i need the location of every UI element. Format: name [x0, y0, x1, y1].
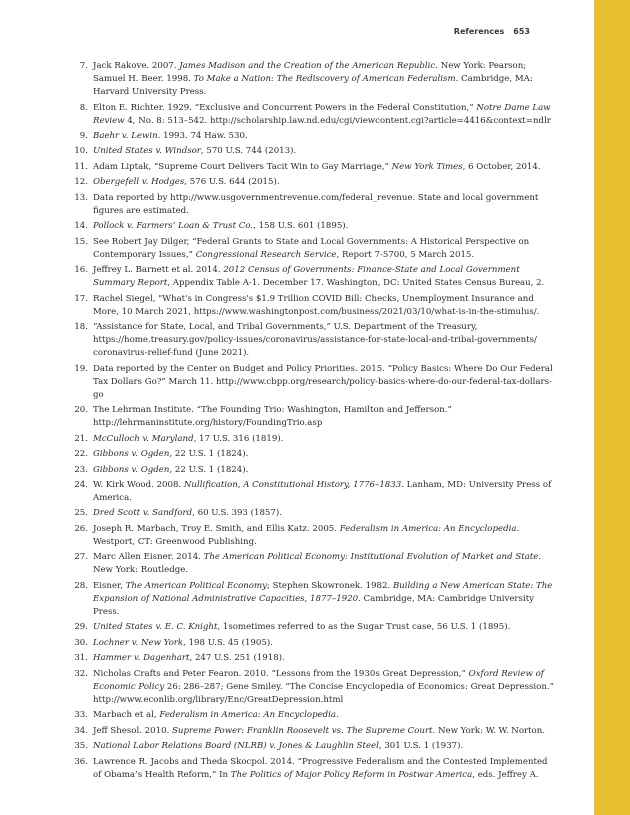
endnote-number: 35. — [74, 741, 88, 752]
endnote-number: 7. — [79, 61, 88, 71]
endnote-item — [68, 507, 558, 520]
italic-title: National Labor Relations Board (NLRB) v. Jones & Laughlin Steel — [93, 741, 379, 752]
endnote-number: 19. — [74, 363, 88, 374]
endnote-text — [93, 193, 538, 216]
citation-text: , 570 U.S. 744 (2013). — [200, 146, 297, 157]
italic-title: The American Political Economy: Institutional Evolution of Market and State — [203, 552, 539, 563]
citation-text: , Report 7-5700, 5 March 2015. — [336, 249, 475, 260]
endnote-item — [68, 551, 558, 577]
citation-text: W. Kirk Wood. 2008. — [93, 480, 184, 490]
endnote-number: 15. — [74, 236, 88, 247]
italic-title: To Make a Nation: The Rediscovery of American Federalism — [193, 74, 456, 85]
endnote-text — [93, 508, 282, 518]
citation-text: . Westport, CT: Greenwood Publishing. — [93, 523, 520, 547]
citation-text: Eisner, — [93, 580, 126, 591]
endnote-text — [93, 581, 552, 617]
endnote-text — [93, 177, 280, 187]
citation-text: . 1993. 74 Haw. 530. — [157, 131, 248, 142]
citation-text: Rachel Siegel, "What's in Congress's $1.9 Trillion COVID Bill: Checks, Unemployment Insurance and More, 10 March 2021, https://www.washingtonpost.com/business/2021/03/10/what-is-in-the-stimulus/. — [93, 293, 540, 317]
citation-text: , 247 U.S. 251 (1918). — [189, 653, 285, 664]
italic-title: 2012 Census of Governments: Finance-State and Local Government Summary Report — [93, 265, 520, 289]
italic-title: New York Times — [391, 161, 463, 172]
endnote-number: 9. — [79, 131, 88, 142]
citation-text: , 22 U.S. 1 (1824). — [169, 449, 249, 460]
italic-title: Dred Scott v. Sandford — [93, 508, 193, 519]
endnote-item — [68, 293, 558, 319]
citation-text: . — [336, 710, 339, 721]
endnote-number: 22. — [74, 449, 88, 460]
endnote-item — [68, 60, 558, 99]
endnote-text — [93, 552, 541, 575]
italic-title: Notre Dame Law Review — [93, 102, 551, 126]
side-color-bar — [594, 0, 630, 815]
endnote-text — [93, 622, 510, 632]
italic-title: Baehr v. Lewin — [93, 131, 158, 142]
endnotes-list — [68, 60, 558, 784]
italic-title: United States v. E. C. Knight — [93, 622, 218, 633]
endnote-item — [68, 652, 558, 665]
endnote-text — [93, 61, 533, 97]
endnote-number: 17. — [74, 293, 88, 304]
endnote-text — [93, 710, 339, 720]
endnote-item — [68, 161, 558, 174]
endnote-item — [68, 321, 558, 360]
endnote-item — [68, 176, 558, 189]
endnote-text — [93, 653, 285, 663]
citation-text: Lawrence R. Jacobs and Theda Skocpol. 2014. “Progressive Federalism and the Contested Implemented of Obama’s Health Reform,” In — [93, 756, 548, 780]
citation-text: . New York: Pearson; Samuel H. Beer. 1998. — [93, 61, 527, 85]
endnote-text — [93, 221, 348, 231]
endnote-item — [68, 192, 558, 218]
citation-text: , Appendix Table A-1. December 17. Washington, DC: United States Census Bureau, 2. — [167, 278, 545, 289]
citation-text: 26: 286–287; Gene Smiley. “The Concise Encyclopedia of Economics: Great Depression.” http://www.econlib.org/library/Enc/GreatDepression.html — [93, 681, 555, 705]
endnote-item — [68, 102, 558, 128]
endnote-item — [68, 264, 558, 290]
endnote-text — [93, 726, 545, 736]
endnote-item — [68, 637, 558, 650]
running-head — [300, 27, 530, 36]
endnote-text — [93, 364, 553, 400]
endnote-number: 25. — [74, 508, 88, 519]
page-number: 653 — [513, 27, 530, 36]
endnote-item — [68, 448, 558, 461]
endnote-item — [68, 220, 558, 233]
italic-title: Hammer v. Dagenhart — [93, 653, 190, 664]
citation-text: , 6 October, 2014. — [462, 161, 541, 172]
endnote-item — [68, 236, 558, 262]
italic-title: Oxford Review of Economic Policy — [93, 668, 544, 692]
italic-title: Gibbons v. Ogden — [93, 464, 170, 475]
endnote-number: 32. — [74, 668, 88, 679]
citation-text: ; Stephen Skowronek. 1982. — [266, 580, 393, 591]
endnote-number: 33. — [74, 710, 88, 721]
citation-text: , 198 U.S. 45 (1905). — [183, 637, 273, 648]
endnote-text — [93, 146, 296, 156]
endnote-number: 27. — [74, 552, 88, 563]
citation-text: , 60 U.S. 393 (1857). — [192, 508, 282, 519]
italic-title: Federalism in America: An Encyclopedia — [339, 523, 517, 534]
citation-text: , 22 U.S. 1 (1824). — [169, 464, 249, 475]
endnote-number: 14. — [74, 221, 88, 232]
citation-text: Adam Liptak, “Supreme Court Delivers Tacit Win to Gay Marriage,” — [93, 161, 392, 172]
endnote-number: 34. — [74, 725, 88, 736]
endnote-item — [68, 464, 558, 477]
italic-title: McCulloch v. Maryland — [93, 433, 194, 444]
citation-text: , 158 U.S. 601 (1895). — [253, 221, 349, 232]
endnote-item — [68, 523, 558, 549]
endnote-number: 24. — [74, 480, 88, 490]
italic-title: Obergefell v. Hodges — [93, 177, 185, 188]
italic-title: Pollock v. Farmers’ Loan & Trust Co. — [93, 221, 254, 232]
endnote-text — [93, 162, 541, 172]
endnote-text — [93, 131, 248, 141]
endnote-number: 8. — [79, 102, 88, 113]
citation-text: , 576 U.S. 644 (2015). — [184, 177, 280, 188]
citation-text: Jeff Shesol. 2010. — [93, 725, 173, 736]
citation-text: . Cambridge, MA: Harvard University Press. — [93, 74, 533, 98]
endnote-number: 26. — [74, 523, 88, 534]
endnote-text — [93, 434, 283, 444]
endnote-text — [93, 465, 248, 475]
endnote-number: 29. — [74, 622, 88, 633]
endnote-item — [68, 363, 558, 402]
endnote-text — [93, 294, 539, 317]
endnote-text — [93, 480, 551, 503]
endnote-item — [68, 709, 558, 722]
endnote-number: 20. — [74, 405, 88, 416]
endnote-number: 13. — [74, 192, 88, 203]
endnote-item — [68, 668, 558, 707]
endnote-text — [93, 524, 519, 547]
endnote-number: 30. — [74, 637, 88, 648]
citation-text: Marbach et al, — [93, 710, 160, 721]
italic-title: Building a New American State: The Expansion of National Administrative Capacities, 1877–1920 — [93, 580, 553, 604]
citation-text: Elton E. Richter. 1929. “Exclusive and Concurrent Powers in the Federal Constitution,” — [93, 102, 477, 113]
endnote-item — [68, 725, 558, 738]
citation-text: Data reported by the Center on Budget and Policy Priorities. 2015. “Policy Basics: Where Do Our Federal Tax Dollars Go?” March 11. http://www.cbpp.org/research/policy-basics-where-do-our-federal-tax-dollars-go — [93, 363, 553, 400]
endnote-number: 10. — [74, 146, 88, 157]
italic-title: The American Political Economy — [125, 580, 267, 591]
endnote-item — [68, 580, 558, 619]
endnote-item — [68, 404, 558, 430]
endnote-text — [93, 103, 551, 126]
endnote-text — [93, 741, 463, 751]
endnote-item — [68, 756, 558, 782]
endnote-number: 36. — [74, 756, 88, 767]
endnote-item — [68, 130, 558, 143]
section-title: References — [453, 27, 505, 36]
endnote-number: 12. — [74, 177, 88, 188]
citation-text: Marc Allen Eisner. 2014. — [93, 552, 204, 563]
endnote-number: 16. — [74, 265, 88, 276]
citation-text: Jack Rakove. 2007. — [93, 61, 180, 71]
endnote-text — [93, 405, 452, 428]
italic-title: Congressional Research Service — [195, 249, 337, 260]
citation-text: , 17 U.S. 316 (1819). — [193, 433, 284, 444]
citation-text: . New York: Routledge. — [93, 552, 542, 576]
citation-text: Data reported by http://www.usgovernmentrevenue.com/federal_revenue. State and local government figures are estimated. — [93, 192, 539, 216]
endnote-item — [68, 433, 558, 446]
italic-title: United States v. Windsor — [93, 146, 201, 157]
citation-text: . Lanham, MD: University Press of America. — [93, 480, 552, 504]
endnote-number: 21. — [74, 433, 88, 444]
endnote-item — [68, 479, 558, 505]
citation-text: 4, No. 8: 513–542. http://scholarship.law.nd.edu/cgi/viewcontent.cgi?article=4416&context=ndlr — [124, 115, 551, 126]
citation-text: Jeffrey L. Barnett et al. 2014. — [93, 265, 224, 276]
endnote-text — [93, 757, 548, 780]
italic-title: Gibbons v. Ogden — [93, 449, 170, 460]
endnote-number: 28. — [74, 580, 88, 591]
endnote-item — [68, 740, 558, 753]
citation-text: , eds. Jeffrey A. — [472, 769, 539, 780]
endnote-text — [93, 449, 248, 459]
citation-text: Nicholas Crafts and Peter Fearon. 2010. “Lessons from the 1930s Great Depression,” — [93, 668, 469, 679]
citation-text: . Cambridge, MA: Cambridge University Press. — [93, 593, 534, 617]
italic-title: The Politics of Major Policy Reform in Postwar America — [230, 769, 473, 780]
endnote-item — [68, 621, 558, 634]
endnote-number: 18. — [74, 322, 88, 333]
endnote-text — [93, 638, 273, 648]
citation-text: Joseph R. Marbach, Troy E. Smith, and Ellis Katz. 2005. — [93, 523, 340, 534]
citation-text: See Robert Jay Dilger, “Federal Grants to State and Local Governments: A Historical Perspective on Contemporary Issues,” — [93, 236, 530, 260]
italic-title: Nullification, A Constitutional History, 1776–1833 — [183, 480, 402, 490]
citation-text: , 1sometimes referred to as the Sugar Trust case, 56 U.S. 1 (1895). — [217, 622, 511, 633]
endnote-text — [93, 669, 554, 705]
endnote-item — [68, 145, 558, 158]
endnote-text — [93, 322, 537, 358]
endnote-number: 31. — [74, 653, 88, 664]
italic-title: James Madison and the Creation of the American Republic — [179, 61, 436, 71]
endnote-number: 23. — [74, 464, 88, 475]
endnote-text — [93, 265, 544, 288]
italic-title: Supreme Power: Franklin Roosevelt vs. The Supreme Court — [172, 725, 433, 736]
citation-text: “Assistance for State, Local, and Tribal Governments,” U.S. Department of the Treasury, https://home.treasury.gov/policy-issues/coronavirus/assistance-for-state-local-and-tribal-governments/ coronavirus-relief-fund (June 2021). — [93, 322, 537, 359]
citation-text: , 301 U.S. 1 (1937). — [378, 741, 464, 752]
citation-text: . New York: W. W. Norton. — [432, 725, 545, 736]
endnote-number: 11. — [74, 161, 88, 172]
italic-title: Federalism in America: An Encyclopedia — [159, 710, 337, 721]
citation-text: The Lehrman Institute. “The Founding Trio: Washington, Hamilton and Jefferson.” http://lehrmaninstitute.org/history/FoundingTrio.asp — [93, 405, 452, 429]
italic-title: Lochner v. New York — [93, 637, 184, 648]
endnote-text — [93, 237, 529, 260]
